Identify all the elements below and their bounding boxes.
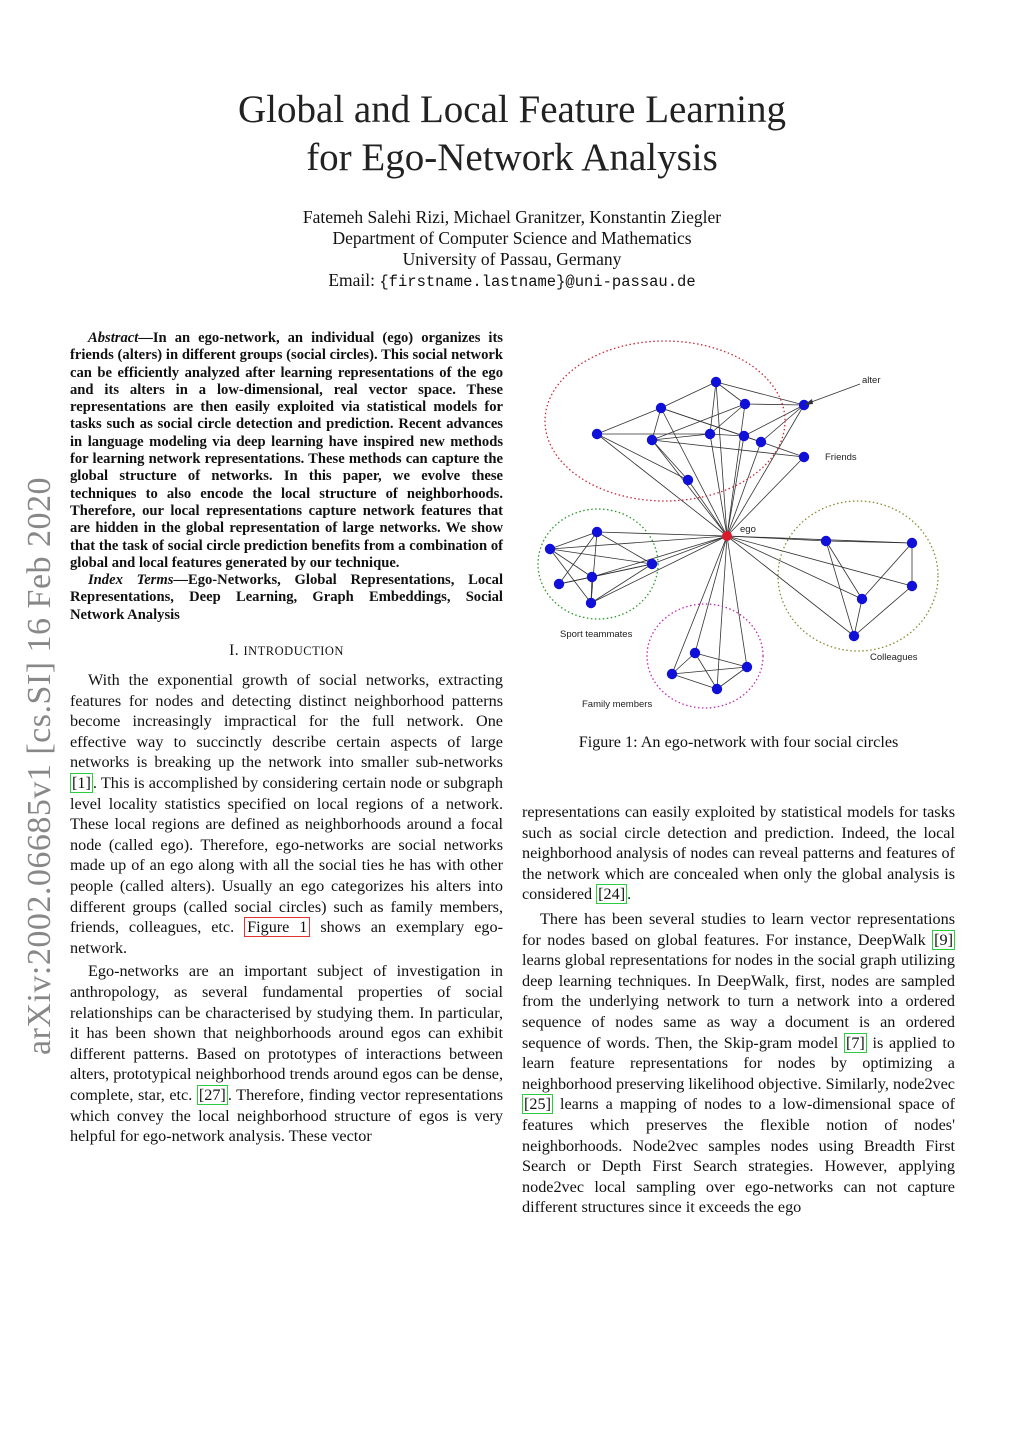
network-edge	[550, 549, 592, 577]
alter-pointer-arrow	[806, 384, 860, 404]
right-paragraph-1	[522, 802, 955, 905]
intro-text	[70, 670, 503, 1147]
alter-node	[554, 579, 564, 589]
alter-node	[586, 598, 596, 608]
citation-link[interactable]: [7]	[845, 1033, 865, 1052]
alter-node	[849, 631, 859, 641]
author-department: Department of Computer Science and Mathematics	[332, 228, 692, 248]
network-edge	[550, 536, 727, 549]
alter-node	[907, 581, 917, 591]
alter-node	[683, 475, 693, 485]
sport-teammates-circle	[538, 509, 658, 619]
network-edge	[688, 480, 727, 536]
alter-node	[712, 684, 722, 694]
network-edge	[559, 564, 652, 584]
alter-node	[690, 648, 700, 658]
figure-link[interactable]: Figure 1	[244, 917, 310, 937]
network-edge	[652, 440, 727, 536]
intro-paragraph-2	[70, 961, 503, 1146]
network-edge	[710, 404, 745, 434]
friends-circle	[545, 341, 785, 501]
text-run: With the exponential growth of social networks, extracting features for nodes and detecting distinct neighborhood patterns become increasingly impractical for the full network. One effective way to succinctly describe certain aspects of large networks is breaking up the network into smaller sub-networks	[70, 671, 503, 772]
author-university: University of Passau, Germany	[402, 249, 622, 269]
network-edge	[652, 440, 804, 457]
index-terms-text: —Ego-Networks, Global Representations, Local Representations, Deep Learning, Graph Embeddings, Social Network Analysis	[70, 572, 503, 623]
network-edge	[591, 536, 727, 603]
label-sport-teammates: Sport teammates	[560, 629, 633, 640]
network-edge	[727, 536, 912, 586]
network-edge	[695, 653, 747, 667]
network-edge	[717, 536, 727, 689]
label-friends: Friends	[825, 452, 857, 463]
text-run: learns global representations for nodes in the social graph utilizing deep learning techniques. In DeepWalk, first, nodes are sampled from the underlying network to turn a network into a ordered sequence of nodes same as way a document is an ordered sequence of words. Then, the Skip-gram model	[522, 951, 955, 1052]
alter-node	[821, 536, 831, 546]
network-edge	[727, 536, 747, 667]
network-edge	[652, 536, 727, 564]
text-run: . This is accomplished by considering certain node or subgraph level locality statistics specified on local regions of a network. These local regions are defined as neighborhoods around a focal node (called ego). Therefore, ego-networks are social networks made up of an ego along with all the social ties he has with other people (called alters). Usually an ego categorizes his alters into different groups (called social circles) such as family members, friends, colleagues, etc.	[70, 774, 503, 937]
citation-link[interactable]: [25]	[524, 1095, 551, 1114]
abstract-text: —In an ego-network, an individual (ego) organizes its friends (alters) in different groups (social circles). This social network can be efficiently analyzed after learning representations of the ego and its alters in a low-dimensional, real vector space. These representations are then easily exploited via statistical models for tasks such as social circle detection and prediction. Recent advances in language modeling via deep learning have inspired new methods for learning network representations. These methods can capture the global structure of networks. In this paper, we evolve these techniques to also encode the local structure of neighborhoods. Therefore, our local representations capture network features that are hidden in the global representation of large networks. We show that the task of social circle prediction benefits from a combination of global and local features generated by our technique.	[70, 330, 503, 571]
network-edge	[862, 543, 912, 599]
alter-node	[592, 429, 602, 439]
network-edge	[672, 667, 747, 674]
ego-node	[722, 531, 732, 541]
network-edge	[672, 674, 717, 689]
network-edge	[717, 667, 747, 689]
alter-node	[857, 594, 867, 604]
text-run: There has been several studies to learn vector representations for nodes based on global features. For instance, DeepWalk	[522, 909, 955, 949]
section-numeral: I.	[229, 642, 244, 660]
label-family-members: Family members	[582, 699, 653, 710]
network-edge	[727, 536, 912, 543]
label-colleagues: Colleagues	[870, 652, 918, 663]
alter-node	[667, 669, 677, 679]
network-edge	[592, 536, 727, 577]
alter-node	[740, 399, 750, 409]
author-block	[0, 207, 1024, 293]
text-run: learns a mapping of nodes to a low-dimensional space of features which preserves the flexible notion of nodes' neighborhoods. Node2vec samples nodes using Breadth First Search or Depth First Search strategies. However, applying node2vec local sampling over ego-networks can not capture different structures since it exceeds the ego	[522, 1095, 955, 1217]
network-edge	[597, 434, 688, 480]
title-line-2: for Ego-Network Analysis	[306, 136, 718, 179]
network-edge	[745, 404, 804, 405]
citation-link[interactable]: [27]	[198, 1085, 226, 1104]
network-edge	[716, 382, 745, 404]
network-edge	[550, 549, 591, 603]
text-run: representations can easily exploited by statistical models for tasks such as social circle detection and prediction. Indeed, the local neighborhood analysis of nodes can reveal patterns and features of the network which are concealed when only the global analysis is considered	[522, 803, 955, 904]
text-run: Ego-networks are an important subject of investigation in anthropology, as several fundamental properties of social relationships can be characterised by studying them. In particular, it has been shown that neighborhoods around egos can exhibit different patterns. Based on prototypes of interactions between alters, prototypical neighborhood trends around egos can be dense, complete, star, etc.	[70, 962, 503, 1104]
citation-link[interactable]: [9]	[934, 930, 953, 949]
right-column	[522, 802, 955, 1218]
email-label: Email:	[328, 270, 380, 290]
alter-node	[907, 538, 917, 548]
right-paragraph-2	[522, 909, 955, 1218]
network-edge	[652, 440, 688, 480]
network-nodes	[545, 377, 917, 694]
section-heading-introduction	[70, 642, 503, 660]
alter-node	[656, 403, 666, 413]
title-line-1: Global and Local Feature Learning	[238, 88, 786, 131]
intro-paragraph-1	[70, 670, 503, 958]
alter-node	[756, 437, 766, 447]
network-edge	[727, 442, 761, 536]
network-edge	[727, 404, 745, 536]
network-edge	[716, 382, 804, 405]
alter-node	[592, 527, 602, 537]
text-run: is applied to learn feature representations for nodes by optimizing a neighborhood preserving likelihood objective. Similarly, node2vec	[522, 1033, 955, 1093]
network-edge	[710, 434, 727, 536]
author-email	[0, 270, 1024, 293]
author-names: Fatemeh Salehi Rizi, Michael Granitzer, Konstantin Ziegler	[302, 207, 722, 227]
alter-node	[742, 662, 752, 672]
network-edge	[597, 532, 727, 536]
network-edge	[597, 434, 727, 536]
text-run: shows an exemplary ego-network.	[70, 918, 503, 957]
alter-node	[711, 377, 721, 387]
label-ego: ego	[740, 524, 756, 535]
alter-node	[799, 452, 809, 462]
label-alter: alter	[862, 375, 881, 386]
email-value: {firstname.lastname}@uni-passau.de	[379, 273, 696, 291]
network-edge	[550, 549, 652, 564]
arxiv-id: arXiv:2002.06685v1 [cs.SI] 16 Feb 2020	[21, 476, 58, 1055]
alter-node	[545, 544, 555, 554]
paper-title	[0, 86, 1024, 182]
network-edge	[591, 564, 652, 603]
abstract	[70, 330, 503, 624]
alter-node	[587, 572, 597, 582]
citation-link[interactable]: [24]	[598, 885, 626, 904]
network-edge	[695, 536, 727, 653]
network-edge	[826, 541, 854, 636]
abstract-label: Abstract	[88, 330, 139, 346]
colleagues-circle	[778, 501, 938, 651]
network-edge	[591, 532, 597, 603]
figure-ego-network	[522, 336, 962, 716]
text-run: .	[627, 885, 632, 904]
alter-node	[647, 435, 657, 445]
citation-link[interactable]: [1]	[72, 774, 91, 793]
alter-node	[739, 431, 749, 441]
index-terms-label: Index Terms	[88, 572, 174, 589]
network-edge	[854, 586, 912, 636]
network-edge	[661, 382, 716, 408]
text-run: . Therefore, finding vector representations which convey the local neighborhood structure of egos is very helpful for ego-network analysis. These vector	[70, 1085, 504, 1146]
alter-node	[647, 559, 657, 569]
alter-node	[705, 429, 715, 439]
section-name: INTRODUCTION	[243, 644, 344, 659]
network-edge	[597, 532, 652, 564]
figure-caption: Figure 1: An ego-network with four social circles	[578, 733, 899, 751]
left-column	[70, 330, 503, 1147]
network-edge	[597, 408, 661, 434]
network-edge	[716, 382, 727, 536]
